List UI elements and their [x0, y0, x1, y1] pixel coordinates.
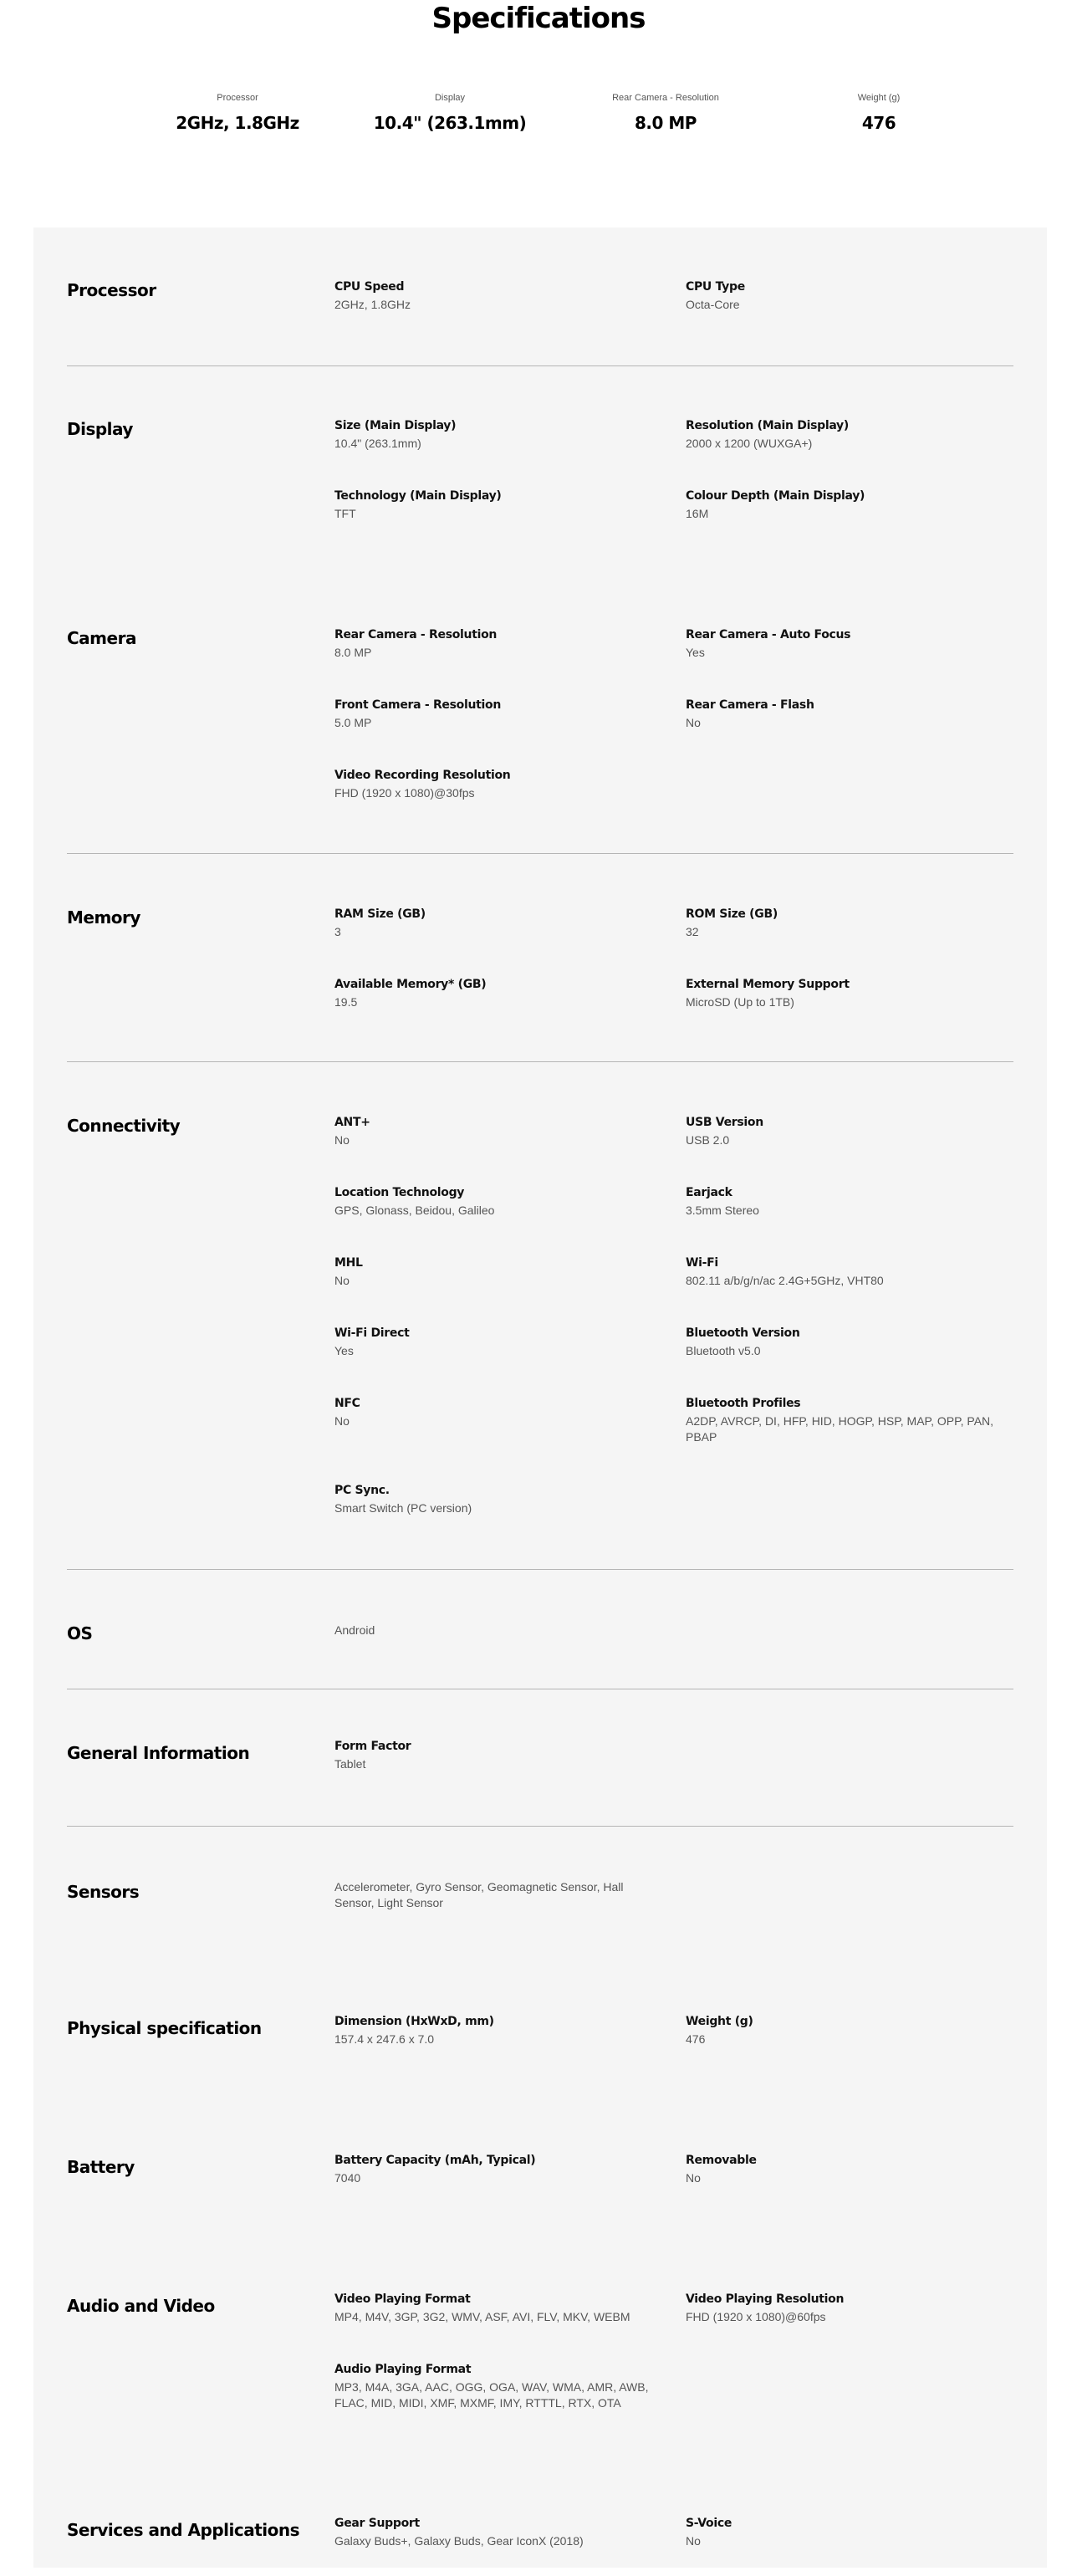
- spec-label: Video Playing Resolution: [686, 2292, 845, 2306]
- section-title: Connectivity: [67, 1116, 181, 1136]
- spec-label: MHL: [334, 1256, 363, 1270]
- section-title: OS: [67, 1623, 93, 1643]
- spec-item: [334, 418, 661, 452]
- page-title: Specifications: [431, 2, 646, 35]
- spec-item: [334, 2153, 661, 2186]
- divider: [67, 1826, 1013, 1827]
- spec-item: [334, 2014, 661, 2047]
- spec-label: RAM Size (GB): [334, 907, 426, 921]
- section-title: Processor: [67, 280, 156, 300]
- highlight-value: 10.4" (263.1mm): [373, 113, 527, 133]
- spec-item: [334, 279, 661, 313]
- spec-item: [686, 2516, 1012, 2549]
- spec-value: Octa-Core: [686, 298, 740, 311]
- spec-item: [334, 768, 661, 801]
- divider: [67, 1061, 1013, 1062]
- spec-item: [334, 1621, 661, 1638]
- spec-value: No: [686, 716, 701, 729]
- spec-item: [334, 1115, 661, 1148]
- highlight-value: 476: [861, 113, 896, 133]
- spec-item: [686, 698, 1012, 731]
- spec-value: 2000 x 1200 (WUXGA+): [686, 437, 813, 450]
- spec-label: Video Playing Format: [334, 2292, 471, 2306]
- spec-value: FHD (1920 x 1080)@30fps: [334, 786, 475, 800]
- spec-item: [686, 488, 1012, 522]
- highlight-value: 2GHz, 1.8GHz: [176, 113, 299, 133]
- spec-label: CPU Type: [686, 280, 745, 294]
- spec-value: 8.0 MP: [334, 646, 372, 659]
- spec-item: [334, 698, 661, 731]
- spec-value: USB 2.0: [686, 1133, 730, 1147]
- spec-label: Video Recording Resolution: [334, 769, 511, 782]
- highlight-rear-camera: [557, 92, 774, 134]
- spec-item: [686, 627, 1012, 661]
- spec-label: Audio Playing Format: [334, 2363, 472, 2376]
- spec-item: [686, 418, 1012, 452]
- spec-item: [334, 907, 661, 940]
- section-title: Sensors: [67, 1882, 140, 1902]
- highlight-label: Display: [434, 93, 466, 103]
- spec-value: 802.11 a/b/g/n/ac 2.4G+5GHz, VHT80: [686, 1274, 884, 1287]
- spec-item: [334, 1739, 661, 1772]
- spec-item: [334, 2292, 661, 2325]
- spec-value: MP3, M4A, 3GA, AAC, OGG, OGA, WAV, WMA, AMR, AWB, FLAC, MID, MIDI, XMF, MXMF, IMY, RTTTL, RTX, OTA: [334, 2380, 649, 2410]
- spec-value: Accelerometer, Gyro Sensor, Geomagnetic Sensor, Hall Sensor, Light Sensor: [334, 1880, 624, 1909]
- spec-item: [686, 1185, 1012, 1219]
- spec-item: [686, 977, 1012, 1010]
- spec-value: 3: [334, 925, 341, 938]
- spec-value: Galaxy Buds+, Galaxy Buds, Gear IconX (2018): [334, 2534, 584, 2548]
- spec-value: No: [334, 1133, 350, 1147]
- section-title: General Information: [67, 1743, 250, 1763]
- spec-value: Bluetooth v5.0: [686, 1344, 761, 1357]
- spec-item: [334, 1185, 661, 1219]
- spec-value: No: [334, 1414, 350, 1428]
- spec-item: [686, 1396, 1012, 1445]
- spec-label: Weight (g): [686, 2015, 753, 2028]
- spec-label: Battery Capacity (mAh, Typical): [334, 2154, 536, 2167]
- highlight-label: Processor: [217, 93, 258, 103]
- spec-item: [686, 2153, 1012, 2186]
- section-title: Camera: [67, 628, 136, 648]
- spec-label: Colour Depth (Main Display): [686, 489, 865, 503]
- spec-item: [686, 907, 1012, 940]
- divider: [67, 1569, 1013, 1570]
- spec-item: [686, 2014, 1012, 2047]
- spec-label: Gear Support: [334, 2517, 420, 2530]
- spec-value: TFT: [334, 507, 356, 520]
- spec-value: 5.0 MP: [334, 716, 372, 729]
- section-title: Display: [67, 419, 133, 439]
- highlight-weight: [770, 92, 988, 134]
- spec-label: Location Technology: [334, 1186, 465, 1199]
- spec-item: [686, 1255, 1012, 1289]
- spec-label: ROM Size (GB): [686, 907, 778, 921]
- spec-label: Size (Main Display): [334, 419, 457, 432]
- spec-value: No: [334, 1274, 350, 1287]
- divider: [67, 365, 1013, 366]
- spec-value: Smart Switch (PC version): [334, 1501, 472, 1515]
- spec-label: USB Version: [686, 1116, 763, 1129]
- spec-item: [334, 1255, 661, 1289]
- section-title: Battery: [67, 2157, 135, 2177]
- spec-item: [686, 2292, 1012, 2325]
- spec-label: CPU Speed: [334, 280, 405, 294]
- spec-label: Bluetooth Profiles: [686, 1397, 801, 1410]
- spec-item: [334, 1878, 661, 1911]
- spec-label: Dimension (HxWxD, mm): [334, 2015, 494, 2028]
- spec-value: FHD (1920 x 1080)@60fps: [686, 2310, 826, 2323]
- spec-label: Rear Camera - Auto Focus: [686, 628, 851, 641]
- highlight-label: Rear Camera - Resolution: [612, 93, 719, 103]
- section-title: Audio and Video: [67, 2296, 215, 2316]
- highlight-value: 8.0 MP: [635, 113, 697, 133]
- spec-item: [334, 2516, 661, 2549]
- spec-label: Wi-Fi: [686, 1256, 718, 1270]
- spec-label: ANT+: [334, 1116, 370, 1129]
- highlight-processor: [129, 92, 346, 134]
- highlight-label: Weight (g): [857, 93, 901, 103]
- spec-item: [334, 1326, 661, 1359]
- spec-item: [334, 1483, 661, 1516]
- highlight-display: [341, 92, 559, 134]
- spec-value: Tablet: [334, 1757, 366, 1771]
- spec-value: 7040: [334, 2171, 361, 2185]
- spec-value: GPS, Glonass, Beidou, Galileo: [334, 1204, 495, 1217]
- spec-value: 476: [686, 2032, 706, 2046]
- spec-value: Yes: [334, 1344, 354, 1357]
- spec-value: 10.4" (263.1mm): [334, 437, 421, 450]
- spec-value: Yes: [686, 646, 705, 659]
- spec-value: No: [686, 2534, 701, 2548]
- spec-value: 2GHz, 1.8GHz: [334, 298, 411, 311]
- spec-panel: [33, 227, 1047, 2568]
- spec-item: [686, 279, 1012, 313]
- spec-label: PC Sync.: [334, 1484, 390, 1497]
- spec-label: Technology (Main Display): [334, 489, 502, 503]
- spec-value: 16M: [686, 507, 709, 520]
- spec-label: Removable: [686, 2154, 757, 2167]
- spec-item: [334, 627, 661, 661]
- spec-label: Bluetooth Version: [686, 1326, 800, 1340]
- spec-item: [334, 2362, 661, 2411]
- spec-value: MP4, M4V, 3GP, 3G2, WMV, ASF, AVI, FLV, MKV, WEBM: [334, 2310, 630, 2323]
- section-title: Physical specification: [67, 2018, 262, 2038]
- spec-label: Available Memory* (GB): [334, 978, 487, 991]
- section-title: Services and Applications: [67, 2520, 299, 2540]
- spec-value: A2DP, AVRCP, DI, HFP, HID, HOGP, HSP, MAP, OPP, PAN, PBAP: [686, 1414, 994, 1444]
- spec-label: Resolution (Main Display): [686, 419, 849, 432]
- spec-value: MicroSD (Up to 1TB): [686, 995, 794, 1009]
- spec-item: [686, 1326, 1012, 1359]
- spec-label: Rear Camera - Resolution: [334, 628, 498, 641]
- divider: [67, 853, 1013, 854]
- spec-value: No: [686, 2171, 701, 2185]
- spec-label: Form Factor: [334, 1740, 411, 1753]
- spec-label: Wi-Fi Direct: [334, 1326, 410, 1340]
- spec-label: Rear Camera - Flash: [686, 698, 814, 712]
- spec-value: 32: [686, 925, 699, 938]
- spec-value: 19.5: [334, 995, 358, 1009]
- spec-label: External Memory Support: [686, 978, 850, 991]
- spec-label: Earjack: [686, 1186, 732, 1199]
- spec-value: 3.5mm Stereo: [686, 1204, 759, 1217]
- spec-highlights: [0, 92, 1077, 142]
- spec-value: Android: [334, 1623, 375, 1637]
- section-title: Memory: [67, 907, 140, 928]
- spec-item: [334, 977, 661, 1010]
- spec-label: NFC: [334, 1397, 360, 1410]
- spec-value: 157.4 x 247.6 x 7.0: [334, 2032, 435, 2046]
- spec-item: [334, 1396, 661, 1429]
- spec-item: [686, 1115, 1012, 1148]
- spec-label: S-Voice: [686, 2517, 732, 2530]
- spec-label: Front Camera - Resolution: [334, 698, 502, 712]
- spec-item: [334, 488, 661, 522]
